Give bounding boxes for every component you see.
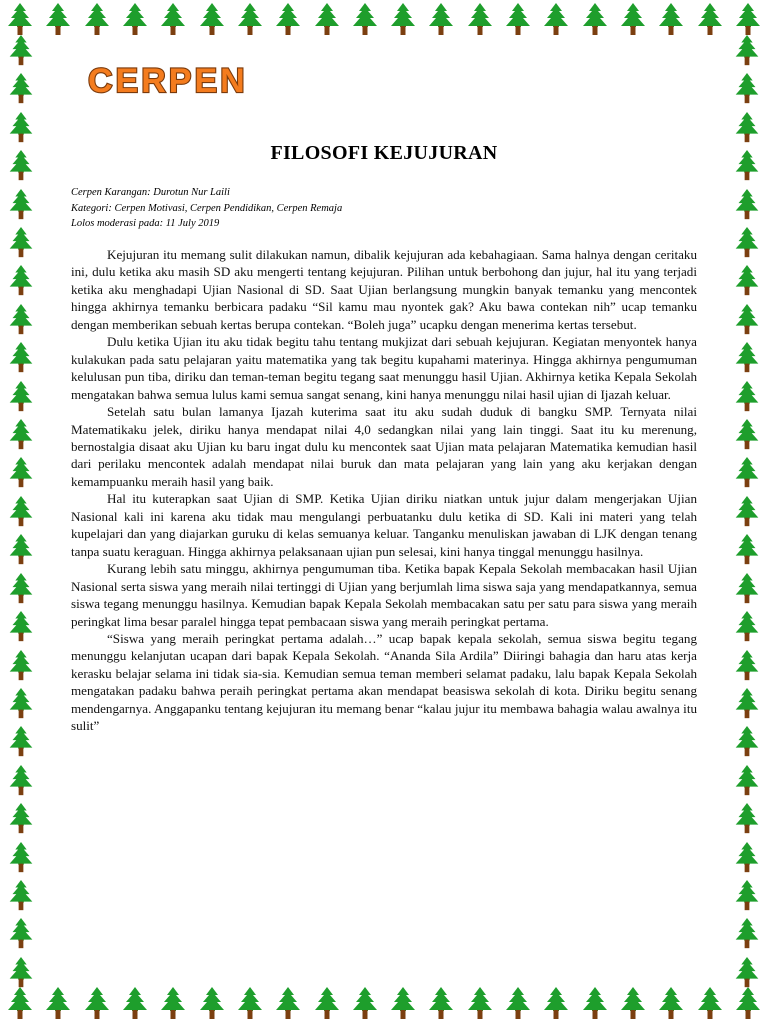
tree-icon xyxy=(79,986,115,1022)
paragraph: Setelah satu bulan lamanya Ijazah kuterima saat itu aku sudah duduk di bangku SMP. Ternyata nilai Matematikaku jelek, diriku hanya mendapat nilai 4,0 sedangkan nilai yang lain tinggi. Saat itu ku merenung, bernostalgia disaat aku Ujian ku baru ingat dulu ku mencontek saat Ujian mata pelajaran Matematika kemudian hasil dari perilaku mencontek adalah mendapat nilai buruk dan mata pelajaran yang lain yang aku kerjakan dengan kemampuanku meraih hasil yang baik. xyxy=(71,404,697,489)
tree-icon xyxy=(730,380,764,414)
tree-icon xyxy=(232,2,268,38)
tree-icon xyxy=(4,72,38,106)
tree-icon xyxy=(653,986,689,1022)
tree-icon xyxy=(4,764,38,798)
tree-icon xyxy=(538,986,574,1022)
tree-icon xyxy=(194,2,230,38)
top-tree-border xyxy=(0,2,768,40)
tree-icon xyxy=(40,2,76,38)
tree-icon xyxy=(347,986,383,1022)
paragraph: Dulu ketika Ujian itu aku tidak begitu tahu tentang mukjizat dari sebuah kejujuran. Kegiatan menyontek hanya kulakukan pada satu pelajaran yaitu matematika yang tak begitu kupahami materinya. Hingga akhirnya pengumuman kelulusan pun tiba, diriku dan teman-teman begitu tegang saat menunggu hasil Ujian. Akhirnya ketika Kepala Sekolah mengatakan bahwa semua lulus kami semua sangat senang, kini hanya menunggu nilai hasil ujian di Ijazah keluar. xyxy=(71,334,697,402)
bottom-tree-border xyxy=(0,986,768,1024)
tree-icon xyxy=(653,2,689,38)
paragraph: Hal itu kuterapkan saat Ujian di SMP. Ketika Ujian diriku niatkan untuk jujur dalam mengerjakan Ujian Nasional kali ini karena aku tidak mau mengulangi perbuatanku dulu ketika di SD. Kali ini materi yang telah kupelajari dan yang diajarkan guruku di kelas semuanya keluar. Tanganku menuliskan jawaban di LJK dengan tenang tanpa suatu keraguan. Hingga akhirnya pelaksanaan ujian pun selesai, kini hanya tinggal menunggu hasilnya. xyxy=(71,491,697,559)
tree-icon xyxy=(4,264,38,298)
tree-icon xyxy=(232,986,268,1022)
tree-icon xyxy=(730,610,764,644)
tree-icon xyxy=(4,533,38,567)
tree-icon xyxy=(730,841,764,875)
tree-icon xyxy=(730,188,764,222)
tree-icon xyxy=(4,111,38,145)
tree-icon xyxy=(4,802,38,836)
tree-icon xyxy=(4,188,38,222)
tree-icon xyxy=(538,2,574,38)
tree-icon xyxy=(730,572,764,606)
story-title: FILOSOFI KEJUJURAN xyxy=(270,142,498,164)
tree-icon xyxy=(385,986,421,1022)
tree-icon xyxy=(117,2,153,38)
tree-icon xyxy=(423,986,459,1022)
tree-icon xyxy=(270,2,306,38)
tree-icon xyxy=(4,226,38,260)
tree-icon xyxy=(730,495,764,529)
tree-icon xyxy=(730,956,764,990)
tree-icon xyxy=(4,687,38,721)
tree-icon xyxy=(4,572,38,606)
tree-icon xyxy=(730,764,764,798)
tree-icon xyxy=(730,649,764,683)
tree-icon xyxy=(730,802,764,836)
tree-icon xyxy=(730,687,764,721)
tree-icon xyxy=(692,2,728,38)
tree-icon xyxy=(692,986,728,1022)
tree-icon xyxy=(155,2,191,38)
tree-icon xyxy=(462,986,498,1022)
tree-icon xyxy=(730,879,764,913)
tree-icon xyxy=(500,2,536,38)
tree-icon xyxy=(4,303,38,337)
tree-icon xyxy=(500,986,536,1022)
tree-icon xyxy=(577,986,613,1022)
story-body xyxy=(71,246,697,735)
tree-icon xyxy=(40,986,76,1022)
tree-icon xyxy=(730,264,764,298)
tree-icon xyxy=(730,226,764,260)
tree-icon xyxy=(194,986,230,1022)
tree-icon xyxy=(730,456,764,490)
tree-icon xyxy=(117,986,153,1022)
tree-icon xyxy=(730,917,764,951)
tree-icon xyxy=(385,2,421,38)
tree-icon xyxy=(2,986,38,1022)
tree-icon xyxy=(4,917,38,951)
paragraph: “Siswa yang meraih peringkat pertama adalah…” ucap bapak kepala sekolah, semua siswa begitu tegang menunggu kelanjutan ucapan dari bapak Kepala Sekolah. “Ananda Sila Ardila” Diiringi bahagia dan haru atas kerja kerasku belajar selama ini tidak sia-sia. Kemudian semua teman memberi selamat padaku, lalu bapak Kepala Sekolah mengatakan padaku bahwa peraih peringkat pertama akan mendapat beasiswa sekolah di kota. Diriku begitu senang mendengarnya. Anggapanku tentang kejujuran itu memang benar “kalau jujur itu membawa bahagia walau awalnya itu sulit” xyxy=(71,630,697,734)
tree-icon xyxy=(79,2,115,38)
tree-icon xyxy=(730,725,764,759)
right-tree-border xyxy=(728,34,766,990)
svg-text:CERPEN: CERPEN xyxy=(88,62,248,100)
tree-icon xyxy=(730,72,764,106)
tree-icon xyxy=(4,725,38,759)
tree-icon xyxy=(730,986,766,1022)
tree-icon xyxy=(2,2,38,38)
date-line: Lolos moderasi pada: 11 July 2019 xyxy=(71,218,220,229)
tree-icon xyxy=(4,879,38,913)
cerpen-logo xyxy=(84,56,274,104)
tree-icon xyxy=(615,2,651,38)
tree-icon xyxy=(155,986,191,1022)
tree-icon xyxy=(309,986,345,1022)
tree-icon xyxy=(309,2,345,38)
tree-icon xyxy=(4,341,38,375)
tree-icon xyxy=(615,986,651,1022)
tree-icon xyxy=(730,418,764,452)
tree-icon xyxy=(4,610,38,644)
tree-icon xyxy=(730,303,764,337)
tree-icon xyxy=(423,2,459,38)
left-tree-border xyxy=(2,34,40,990)
tree-icon xyxy=(4,380,38,414)
tree-icon xyxy=(4,495,38,529)
tree-icon xyxy=(4,649,38,683)
tree-icon xyxy=(730,34,764,68)
author-line: Cerpen Karangan: Durotun Nur Laili xyxy=(71,187,230,198)
tree-icon xyxy=(4,456,38,490)
tree-icon xyxy=(4,418,38,452)
tree-icon xyxy=(730,533,764,567)
tree-icon xyxy=(462,2,498,38)
category-line: Kategori: Cerpen Motivasi, Cerpen Pendidikan, Cerpen Remaja xyxy=(71,202,343,214)
tree-icon xyxy=(577,2,613,38)
tree-icon xyxy=(730,2,766,38)
tree-icon xyxy=(730,341,764,375)
tree-icon xyxy=(730,111,764,145)
story-meta xyxy=(71,185,342,232)
tree-icon xyxy=(4,34,38,68)
paragraph: Kurang lebih satu minggu, akhirnya pengumuman tiba. Ketika bapak Kepala Sekolah membacakan hasil Ujian Nasional serta siswa yang meraih nilai tertinggi di Ujian yang berjumlah lima siswa saja yang mendapatkannya, semua siswa tegang menunggu hasilnya. Kemudian bapak Kepala Sekolah membacakan satu per satu para siswa yang meraih peringkat lima besar paralel hingga tepat pembacaan siswa yang meraih peringkat pertama. xyxy=(71,561,697,629)
tree-icon xyxy=(4,956,38,990)
tree-icon xyxy=(270,986,306,1022)
paragraph: Kejujuran itu memang sulit dilakukan namun, dibalik kejujuran ada kebahagiaan. Sama halnya dengan ceritaku ini, dulu ketika aku masih SD aku mengerti tentang kejujuran. Pilihan untuk berbohong dan jujur, hal itu yang terjadi ketika aku menghadapi Ujian Nasional di SD. Saat Ujian berlangsung mungkin banyak temanku yang mencontek hingga akhirnya temanku berbicara padaku “Sil kamu mau nyontek gak? Aku bawa contekan nih” ucap temanku dengan memberikan sebuah kertas berupa contekan. “Boleh juga” ucapku dengan menerima kertas tersebut. xyxy=(71,247,697,332)
tree-icon xyxy=(4,841,38,875)
tree-icon xyxy=(347,2,383,38)
